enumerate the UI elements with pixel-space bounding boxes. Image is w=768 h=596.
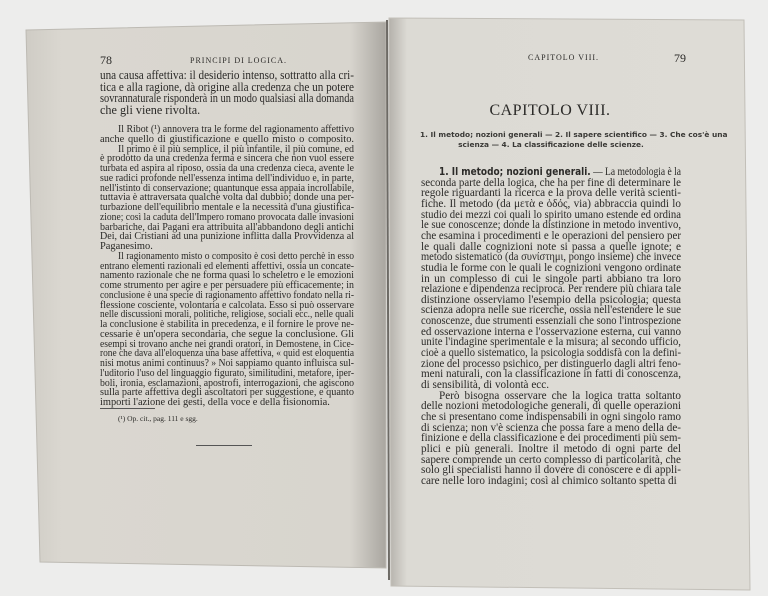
text-line: nelle discussioni morali, politiche, religiose, sociali ecc., nelle quali	[100, 309, 354, 321]
text-line: seconda parte della logica, che ha per fine di determinare le	[421, 176, 681, 189]
text-line: Il ragionamento misto o composito è così detto perchè in esso	[118, 250, 354, 262]
text-line: esempi si trovano anche nei grandi oratori, in Demostene, in Cice-	[100, 338, 354, 350]
text-line: in un complesso di cui le singole parti abbiano tra loro	[421, 272, 681, 285]
right-running-head: CAPITOLO VIII.	[528, 53, 600, 62]
text-line: le sue conoscenze; donde la distinzione in metodo inventivo,	[421, 219, 681, 232]
text-line: meni naturali, con la classificazione in fatti di conoscenza,	[421, 368, 681, 381]
summary-line-2: scienza — 4. La classificazione delle scienze.	[458, 139, 644, 149]
text-line: unite l'indagine sperimentale e la misura; al secondo ufficio,	[421, 336, 681, 349]
text-line: relazione e dipendenza reciproca. Per rendere più chiara tale	[421, 283, 681, 296]
text-line: di sensibilità, di volontà ecc.	[421, 379, 550, 391]
summary-line-1: 1. Il metodo; nozioni generali — 2. Il sapere scientifico — 3. Che cos'è una	[420, 130, 728, 139]
text-line: l'uditorio l'uso del linguaggio figurato, similitudini, metafore, iper-	[100, 367, 354, 379]
text-line: care nelle loro indagini; così al chimico soltanto spetta di	[421, 474, 677, 487]
text-line: sulla parte affettiva degli ascoltatori per suggestione, e quanto	[100, 387, 354, 399]
text-line: cioè a quello sistematico, la psicologia soddisfà con la defini-	[421, 347, 681, 360]
text-line: zione del processo psichico, per distinguerlo dagli altri feno-	[421, 357, 681, 370]
text-line: Dei, dai Cristiani ad una punizione inflitta dalla Provvidenza al	[100, 231, 354, 243]
text-line: sovrannaturale risponderà in un modo qualsiasi alla domanda	[100, 91, 354, 106]
text-line: Però bisogna osservare che la logica tratta soltanto	[439, 389, 681, 402]
text-line: plici e più generali. Inoltre il metodo di ogni parte del	[421, 442, 681, 455]
text-line: rone che dava all'eloquenza una base affettiva, « quid est eloquentia	[100, 348, 354, 360]
text-line: anche quello di giustificazione e quello misto o composito.	[100, 133, 354, 145]
footnote-rule	[100, 408, 155, 409]
chapter-title: CAPITOLO VIII.	[489, 102, 611, 119]
text-line: che gli viene rivolta.	[100, 103, 201, 118]
text-line: di scienza; non v'è scienza che possa fare a meno della de-	[421, 421, 681, 434]
text-line: che si presentano come indispensabili in ogni singolo ramo	[421, 410, 681, 423]
text-line: boli, ironia, esclamazioni, apostrofi, interrogazioni, che agiscono	[100, 377, 354, 389]
text-line: scienza adopra nelle sue ricerche, ossia nell'estendere le sue	[421, 304, 681, 317]
text-line: entrano elementi razionali ed elementi affettivi, ossia un concate-	[100, 260, 354, 272]
text-line: tica e alla ragione, dà origine alla credenza che un potere	[100, 79, 354, 94]
text-line: conclusione è una specie di ragionamento affettivo fondato nella ri-	[100, 289, 354, 301]
text-line: importi l'azione dei gesti, della voce e della fisionomia.	[100, 397, 330, 408]
text-line: che esamina i procedimenti e le operazioni del pensiero per	[421, 229, 681, 242]
text-line: distinzione osserviamo l'esempio della psicologia; questa	[421, 293, 681, 306]
text-line: zione; così la caduta dell'Impero romano provocata dalle invasioni	[100, 211, 354, 223]
text-span: — La metodologia è la	[593, 166, 681, 178]
left-page-number: 78	[100, 53, 112, 67]
text-line: è prodotto da una credenza ferma e sincera che non vuol essere	[100, 153, 354, 165]
text-line: delle nozioni metodologiche generali, di quelle operazioni	[421, 400, 681, 413]
text-line: come strumento per agire e per persuadere più efficacemente; in	[100, 280, 354, 291]
text-line: fiche. Il metodo (da μετὰ e ὁδός, via) abbraccia quindi lo	[421, 197, 681, 210]
text-line: turbazione dell'equilibrio mentale e la necessità d'una giustifica-	[100, 202, 354, 213]
text-line: Il primo è il più semplice, il più infantile, il più comune, ed	[118, 143, 354, 155]
text-line: cessarie è un'opera secondaria, che segue la conclusione. Gli	[100, 328, 354, 340]
right-page-number: 79	[674, 51, 686, 65]
chapter-summary	[420, 130, 728, 149]
text-line: tuttavia è attraversata qualche volta dal dubbio; donde una per-	[100, 192, 354, 204]
text-line: Il Ribot (¹) annovera tra le forme del ragionamento affettivo	[118, 124, 354, 135]
text-line: metodo sistematico (da συνίστημι, pongo insieme) che invece	[421, 251, 681, 264]
end-rule	[196, 445, 252, 446]
text-line: le quali dalle cognizioni note si passa a quelle ignote; e	[421, 240, 681, 253]
text-line: namento razionale che ne forma quasi lo scheletro e le emozioni	[100, 270, 354, 282]
gutter	[387, 20, 389, 580]
text-line: la conclusione è stabilita in precedenza, e il fornire le prove ne-	[100, 319, 354, 330]
text-line: sapere comprende un certo complesso di particolarità, che	[421, 453, 681, 466]
text-line: nisi motus animi continuus? » Noi sappiamo quanto influisca sul-	[100, 358, 354, 369]
text-line: barbariche, dai Pagani era attribuita all'abbandono degli antichi	[100, 221, 354, 233]
left-running-head: PRINCIPI DI LOGICA.	[190, 56, 287, 65]
text-line: conoscenze, due strumenti essenziali che sono l'introspezione	[421, 315, 681, 328]
text-line: flessione cosciente, volontaria e calcolata. Esso si può osservare	[100, 299, 354, 311]
text-line: regole riguardanti la ricerca e la prova delle verità scienti-	[421, 187, 681, 200]
text-line: solo gli specialisti hanno il dovere di conoscere e di appli-	[421, 464, 681, 477]
text-line: ed osservazione interna e l'osservazione esterna, cui vanno	[421, 325, 681, 338]
text-line: studio dei mezzi coi quali lo spirito umano estende ed ordina	[421, 208, 681, 221]
text-line: turbata ed aspira al riposo, ossia da una credenza cieca, avente le	[100, 163, 354, 174]
text-line: finizione e della classificazione e dei procedimenti più sem-	[421, 432, 681, 445]
footnote: (¹) Op. cit., pag. 111 e sgg.	[118, 414, 198, 423]
text-line: studia le forme con le quali le cognizioni vengono ordinate	[421, 261, 681, 274]
text-line: una causa affettiva: il desiderio intenso, sottratto alla cri-	[100, 68, 354, 82]
text-line: Paganesimo.	[100, 241, 153, 252]
text-line: sue radici profonde nell'essenza intima dell'individuo e, in parte,	[100, 172, 354, 184]
text-line: nell'istinto di conservazione; quantunque essa appaia incrollabile,	[100, 182, 354, 194]
section-heading: 1. Il metodo; nozioni generali.	[439, 166, 591, 178]
